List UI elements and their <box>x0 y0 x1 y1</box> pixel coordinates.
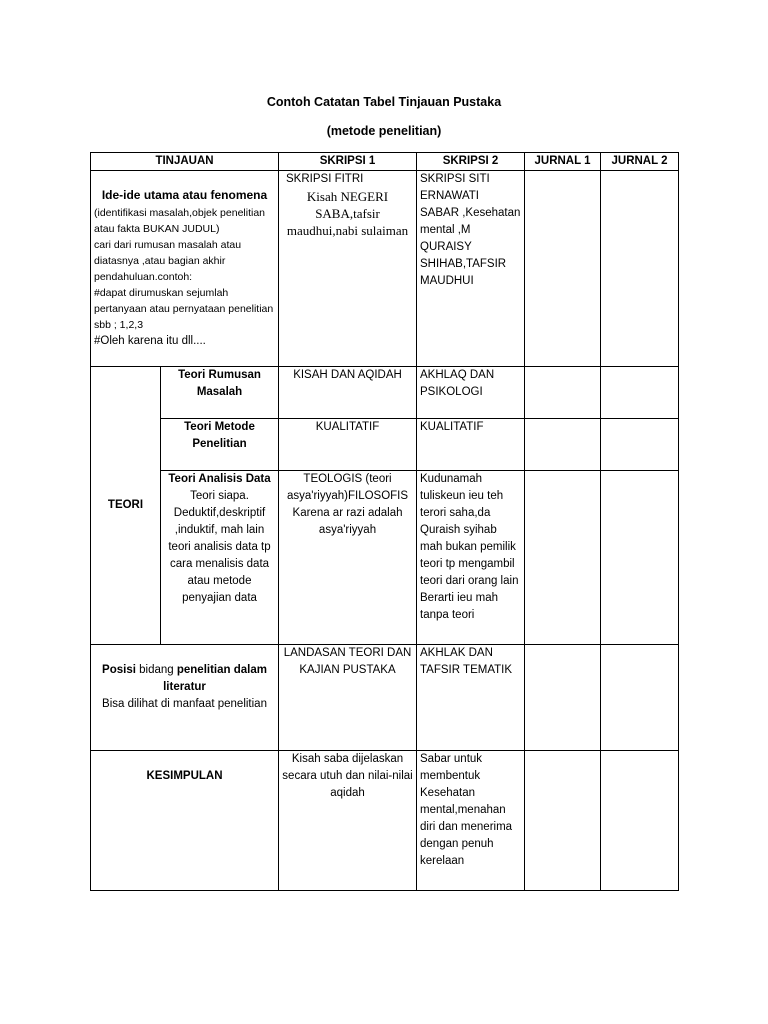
kesimpulan-label-cell <box>91 751 279 891</box>
posisi-label-c: penelitian dalam literatur <box>163 664 267 693</box>
teori-rumusan-jurnal-2 <box>601 367 679 419</box>
posisi-jurnal-2 <box>601 645 679 751</box>
table-row-kesimpulan <box>91 751 679 891</box>
header-skripsi-1: SKRIPSI 1 <box>279 153 417 171</box>
ide-desc-3: #dapat dirumuskan sejumlah pertanyaan atau pernyataan penelitian sbb ; 1,2,3 <box>94 287 274 331</box>
teori-analisis-s2: Kudunamah tuliskeun ieu teh terori saha,da Quraish syihab mah bukan pemilik teori tp mengambil teori dari orang lain Berarti ieu mah tanpa teori <box>417 471 525 645</box>
ide-s1-head: SKRIPSI FITRI <box>286 173 364 185</box>
literature-review-table <box>90 152 679 891</box>
table-row-teori-analisis <box>91 471 679 645</box>
posisi-label-a: Posisi <box>102 664 136 676</box>
document-subtitle: (metode penelitian) <box>326 124 442 138</box>
teori-analisis-label: Teori Analisis Data <box>168 473 271 485</box>
ide-jurnal-2-cell <box>601 171 679 367</box>
kesimpulan-label: KESIMPULAN <box>146 770 223 782</box>
ide-desc-4: #Oleh karena itu dll.... <box>94 335 206 347</box>
teori-analisis-s1: TEOLOGIS (teori asya'riyyah)FILOSOFIS <box>286 473 409 502</box>
header-skripsi-2: SKRIPSI 2 <box>417 153 525 171</box>
teori-rumusan-label: Teori Rumusan Masalah <box>161 367 279 419</box>
table-row-teori-metode <box>91 419 679 471</box>
ide-s2: SKRIPSI SITI ERNAWATI SABAR ,Kesehatan mental ,M QURAISY SHIHAB,TAFSIR MAUDHUI <box>420 173 521 287</box>
ide-skripsi-1-cell <box>279 171 417 367</box>
kesimpulan-jurnal-1 <box>525 751 601 891</box>
table-row-ide <box>91 171 679 367</box>
ide-skripsi-2-cell <box>417 171 525 367</box>
teori-metode-s1: KUALITATIF <box>279 419 417 471</box>
table-row-teori-rumusan <box>91 367 679 419</box>
teori-metode-jurnal-2 <box>601 419 679 471</box>
teori-metode-jurnal-1 <box>525 419 601 471</box>
ide-jurnal-1-cell <box>525 171 601 367</box>
teori-metode-s2: KUALITATIF <box>417 419 525 471</box>
posisi-label-b: bidang <box>135 664 177 676</box>
teori-rumusan-s2: AKHLAQ DAN PSIKOLOGI <box>417 367 525 419</box>
posisi-desc: Bisa dilihat di manfaat penelitian <box>102 698 267 710</box>
document-title: Contoh Catatan Tabel Tinjauan Pustaka <box>266 95 502 109</box>
posisi-jurnal-1 <box>525 645 601 751</box>
ide-desc-2: cari dari rumusan masalah atau diatasnya ,atau bagian akhir pendahuluan.contoh: <box>94 239 242 283</box>
teori-analisis-s1-cell <box>279 471 417 645</box>
posisi-label <box>94 662 275 696</box>
ide-desc-1: (identifikasi masalah,objek penelitian atau fakta BUKAN JUDUL) <box>94 207 266 235</box>
teori-analisis-desc: Teori siapa. Deduktif,deskriptif ,induktif, mah lain teori analisis data tp cara menalisis data atau metode penyajian data <box>168 490 271 604</box>
kesimpulan-s2: Sabar untuk membentuk Kesehatan mental,menahan diri dan menerima dengan penuh kerelaan <box>417 751 525 891</box>
table-row-posisi <box>91 645 679 751</box>
teori-rumusan-s1: KISAH DAN AQIDAH <box>279 367 417 419</box>
teori-analisis-s1b: Karena ar razi adalah asya'riyyah <box>292 507 403 536</box>
kesimpulan-s1: Kisah saba dijelaskan secara utuh dan nilai-nilai aqidah <box>279 751 417 891</box>
kesimpulan-jurnal-2 <box>601 751 679 891</box>
ide-label: Ide-ide utama atau fenomena <box>101 188 268 202</box>
teori-metode-label: Teori Metode Penelitian <box>161 419 279 471</box>
posisi-label-cell <box>91 645 279 751</box>
header-tinjauan: TINJAUAN <box>91 153 279 171</box>
posisi-s2: AKHLAK DAN TAFSIR TEMATIK <box>417 645 525 751</box>
teori-rumusan-jurnal-1 <box>525 367 601 419</box>
teori-analisis-jurnal-2 <box>601 471 679 645</box>
posisi-s1: LANDASAN TEORI DAN KAJIAN PUSTAKA <box>279 645 417 751</box>
ide-s1-body: Kisah NEGERI SABA,tafsir maudhui,nabi sulaiman <box>286 189 409 238</box>
header-jurnal-2: JURNAL 2 <box>601 153 679 171</box>
teori-analisis-cell <box>161 471 279 645</box>
ide-label-cell <box>91 171 279 367</box>
teori-analisis-jurnal-1 <box>525 471 601 645</box>
teori-label: TEORI <box>91 367 161 645</box>
table-header-row <box>91 153 679 171</box>
header-jurnal-1: JURNAL 1 <box>525 153 601 171</box>
